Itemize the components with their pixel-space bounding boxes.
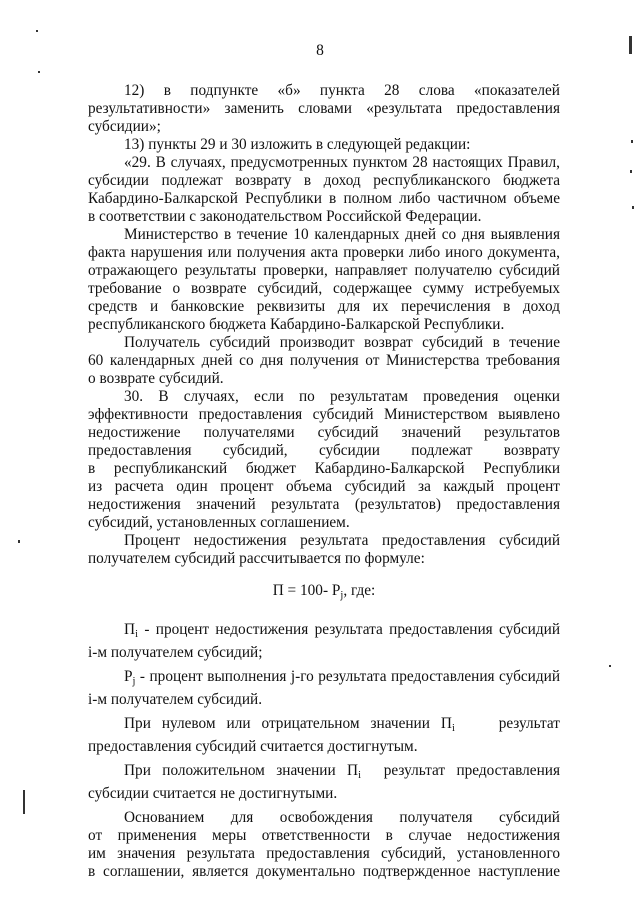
text-fragment: При нулевом или отрицательном значении П [124, 715, 452, 732]
symbol-pj: P [124, 668, 133, 685]
text-line: факта нарушения или получения акта проверки либо иного документа, [88, 244, 560, 261]
text-line: получателем субсидий рассчитывается по формуле: [88, 550, 425, 567]
text-line: отражающего результаты проверки, направляет получателю субсидий [88, 262, 560, 279]
scan-mark [632, 206, 634, 209]
text-line: субсидий, установленных соглашением. [88, 514, 350, 531]
text-line: о возврате субсидий. [88, 370, 224, 387]
text-line: Кабардино-Балкарской Республики в полном либо частичном объеме [88, 190, 560, 207]
text-line [88, 715, 560, 738]
text-line: недостижение получателями субсидий значений результатов [88, 424, 560, 441]
text-line [88, 762, 560, 785]
text-line: субсидии считается не достигнутыми. [88, 785, 338, 802]
document-body [88, 82, 560, 881]
text-line: в соответствии с законодательством Российской Федерации. [88, 208, 482, 225]
definition-pj [88, 668, 560, 709]
text-line: в республиканский бюджет Кабардино-Балкарской Республики [88, 460, 560, 477]
text-line: средств и банковские реквизиты для их перечисления в доход [88, 298, 560, 315]
definition-text: - процент недостижения результата предоставления субсидий [144, 621, 560, 638]
text-line: в соглашении, является документально подтвержденное наступление [88, 863, 560, 880]
scan-mark [629, 36, 632, 54]
paragraph-point-29 [88, 154, 560, 226]
text-line: 30. В случаях, если по результатам проведения оценки [124, 388, 560, 405]
text-line: от применения меры ответственности в случае недостижения [88, 827, 560, 844]
paragraph-positive [88, 762, 560, 803]
text-line: 12) в подпункте «б» пункта 28 слова «показателей [124, 82, 560, 99]
scan-mark [631, 140, 633, 143]
scan-mark [609, 665, 611, 667]
symbol-subscript: j [132, 676, 136, 687]
text-line: эффективности предоставления субсидий Министерством выявлено [88, 406, 560, 423]
text-line: «29. В случаях, предусмотренных пунктом 28 настоящих Правил, [124, 154, 560, 171]
text-line: i-м получателем субсидий; [88, 644, 263, 661]
symbol-subscript: i [358, 770, 362, 781]
text-line: Министерство в течение 10 календарных дней со дня выявления [124, 226, 560, 243]
paragraph-ministry [88, 226, 560, 334]
paragraph-point-30 [88, 388, 560, 532]
scan-mark [23, 790, 25, 814]
formula-lhs: П = 100- P [272, 582, 341, 599]
text-line: 60 календарных дней со дня получения от Министерства требования [88, 352, 560, 369]
scan-mark [36, 30, 38, 32]
scan-mark [630, 170, 632, 173]
definition-pi [88, 621, 560, 662]
page-number: 8 [316, 42, 324, 59]
symbol-pi: П [124, 621, 136, 638]
text-line: предоставления субсидий, субсидии подлежат возврату [88, 442, 560, 459]
text-fragment: При положительном значении П [124, 762, 359, 779]
text-line: Основанием для освобождения получателя субсидий [124, 809, 560, 826]
scan-mark [38, 71, 40, 73]
text-fragment: результат [498, 715, 560, 732]
text-line: Процент недостижения результата предоставления субсидий [124, 532, 560, 549]
text-line: Получатель субсидий производит возврат субсидий в течение [124, 334, 560, 351]
text-line: субсидии»; [88, 118, 161, 135]
text-line: результативности» заменить словами «результата предоставления [88, 100, 560, 117]
text-fragment: результат предоставления [383, 762, 560, 779]
text-line [88, 621, 560, 644]
text-line: из расчета один процент объема субсидий за каждый процент [88, 478, 560, 495]
formula [88, 582, 560, 605]
paragraph-formula-intro [88, 532, 560, 568]
paragraph-zero-negative [88, 715, 560, 756]
text-line: недостижения значений результата (результатов) предоставления [88, 496, 560, 513]
symbol-subscript: i [135, 629, 138, 640]
text-line: i-м получателем субсидий. [88, 691, 263, 708]
definition-text: - процент выполнения j-го результата предоставления субсидий [139, 668, 560, 685]
formula-tail: , где: [343, 582, 376, 599]
scan-mark [18, 540, 20, 543]
text-line: предоставления субсидий считается достигнутым. [88, 738, 418, 755]
text-line: требование о возврате субсидий, содержащее сумму истребуемых [88, 280, 560, 297]
text-line [88, 668, 560, 691]
text-line: 13) пункты 29 и 30 изложить в следующей редакции: [124, 136, 471, 153]
text-line: субсидии подлежат возврату в доход республиканского бюджета [88, 172, 560, 189]
paragraph-basis [88, 809, 560, 881]
paragraph-recipient [88, 334, 560, 388]
symbol-subscript: i [451, 723, 455, 734]
text-line: республиканского бюджета Кабардино-Балкарской Республики. [88, 316, 505, 333]
paragraph-item-12 [88, 82, 560, 136]
formula-subscript: j [340, 590, 344, 601]
paragraph-item-13 [88, 136, 560, 154]
text-line: им значения результата предоставления субсидий, установленного [88, 845, 560, 862]
